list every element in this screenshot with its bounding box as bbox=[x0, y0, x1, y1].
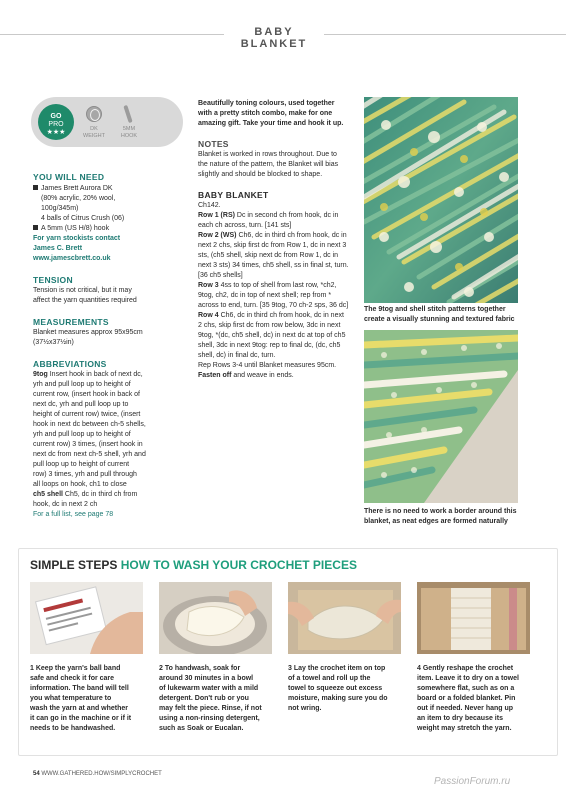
notes-text: Blanket is worked in rows throughout. Due to the nature of the pattern, the Blanket will bias slightly and should be blocked to shape. bbox=[198, 151, 339, 178]
step2-handwash-photo bbox=[159, 582, 272, 654]
pattern-heading: BABY BLANKET bbox=[198, 190, 269, 200]
bullet-icon bbox=[33, 185, 38, 190]
go-label: GO bbox=[50, 113, 62, 120]
notes-heading: NOTES bbox=[198, 139, 229, 149]
page-number: 54 bbox=[33, 771, 40, 777]
dry-flat-illustration bbox=[417, 582, 530, 654]
measurements-text: Blanket measures approx 95x95cm (37½x37½in) bbox=[33, 329, 143, 346]
go-pro-badge bbox=[38, 104, 74, 140]
footer-url[interactable]: WWW.GATHERED.HOW/SIMPLYCROCHET bbox=[39, 771, 162, 777]
stitch-closeup-photo bbox=[364, 97, 518, 303]
header-rule-left bbox=[0, 34, 224, 35]
step1-text: 1 Keep the yarn's ball band safe and check it for care information. The band will tell you what temperature to wash the yarn at and whether it can go in the machine or if it needs to be handwashed. bbox=[30, 665, 132, 732]
page-footer bbox=[33, 771, 162, 777]
blanket-photo bbox=[364, 330, 518, 503]
step2-text: 2 To handwash, soak for around 30 minutes in a bowl of lukewarm water with a mild detergent. Don't rub or you may felt the piece. Rinse, if not using a non-rinsing detergent, such as Soak or Eucalan. bbox=[159, 665, 262, 732]
left-column bbox=[33, 172, 161, 520]
ball-band-illustration bbox=[30, 582, 143, 654]
handwash-illustration bbox=[159, 582, 272, 654]
bullet-icon bbox=[33, 225, 38, 230]
yarn-weight-label: DK WEIGHT bbox=[83, 126, 105, 139]
section-title: BABY BLANKET bbox=[240, 26, 308, 50]
blanket-illustration bbox=[364, 330, 518, 503]
pro-label: PRO bbox=[48, 121, 64, 128]
hook-size-label: 5MM HOOK bbox=[120, 126, 138, 139]
abbreviations-text: 9tog Insert hook in back of next dc, yrh and pull loop up to height of current row, (insert hook in back of next dc, yrh and pull loop up to height of current row) twice, (insert hook in next dc between ch-5 shells, yrh and pull loop up to height of current row) 3 times, (insert hook in next dc from next ch-5 shell, yrh and pull loop up to height of current row) 3 times, yrh and pull through all loops on hook, ch1 to close ch5 shell Ch5, dc in third ch from hook, dc in next 2 ch For a full list, see page 78 bbox=[33, 370, 161, 520]
stars-icon: ★★★ bbox=[46, 129, 66, 136]
you-will-need-heading: YOU WILL NEED bbox=[33, 172, 105, 182]
tension-text: Tension is not critical, but it may affect the yarn quantities required bbox=[33, 287, 137, 304]
photo1-caption: The 9tog and shell stitch patterns together create a visually stunning and textured fabric bbox=[364, 306, 515, 323]
stitch-closeup-illustration bbox=[364, 97, 518, 303]
photo2-caption: There is no need to work a border around this blanket, as neat edges are formed naturally bbox=[364, 508, 517, 525]
tension-heading: TENSION bbox=[33, 275, 73, 285]
step3-text: 3 Lay the crochet item on top of a towel and roll up the towel to squeeze out excess moisture, making sure you do not wring. bbox=[288, 665, 388, 712]
step1-ball-band-photo bbox=[30, 582, 143, 654]
towel-illustration bbox=[288, 582, 401, 654]
full-list-link[interactable]: For a full list, see page 78 bbox=[33, 511, 114, 518]
measurements-heading: MEASUREMENTS bbox=[33, 317, 109, 327]
step4-text: 4 Gently reshape the crochet item. Leave it to dry on a towel somewhere flat, such as on a board or a folded blanket. Pin out if needed. Never hang up an item to dry because its weight may stretch the yarn. bbox=[417, 665, 519, 732]
header-rule-right bbox=[324, 34, 566, 35]
step4-dry-flat-photo bbox=[417, 582, 530, 654]
materials-list: James Brett Aurora DK (80% acrylic, 20% wool, 100g/345m) 4 balls of Citrus Crush (06) A 5mm (US H/8) hook For yarn stockists contact James C. Brett www.jamescbrett.co.uk bbox=[33, 184, 161, 264]
simple-steps-title: SIMPLE STEPS HOW TO WASH YOUR CROCHET PIECES bbox=[30, 558, 357, 572]
step3-towel-photo bbox=[288, 582, 401, 654]
pattern-text: Ch142. Row 1 (RS) Dc in second ch from hook, dc in each ch across, turn. [141 sts] Row 2 (WS) Ch6, dc in third ch from hook, dc in next 2 chs, skip first dc from Row 1, dc in next 3 sts, (ch5 shell, skip next dc from Row 1, dc in next 3 sts) 34 times, ch5 shell, ss in final st, turn. [36 ch5 shells] Row 3 4ss to top of shell from last row, *ch2, 9tog, ch2, dc in top of next shell; rep from * across to end, turn. [35 9tog, 70 ch-2 sps, 36 dc] Row 4 Ch6, dc in third ch from hook, dc in next 2 chs, skip first dc from row below, 3dc in next 9tog, *(dc, ch5 shell, dc) in next dc at top of ch5 shell, 3dc in next 9tog: rep to final dc, (dc, ch5 shell, dc) in final dc, turn. Rep Rows 3-4 until Blanket measures 95cm. Fasten off and weave in ends. bbox=[198, 202, 349, 379]
stockist-link[interactable]: www.jamescbrett.co.uk bbox=[33, 255, 111, 262]
middle-column bbox=[198, 99, 354, 381]
abbreviations-heading: ABBREVIATIONS bbox=[33, 359, 107, 369]
yarn-ball-icon bbox=[86, 106, 102, 122]
watermark: PassionForum.ru bbox=[434, 776, 511, 787]
intro-text: Beautifully toning colours, used together with a pretty stitch combo, make for one amazing gift. Take your time and hook it up. bbox=[198, 100, 344, 127]
